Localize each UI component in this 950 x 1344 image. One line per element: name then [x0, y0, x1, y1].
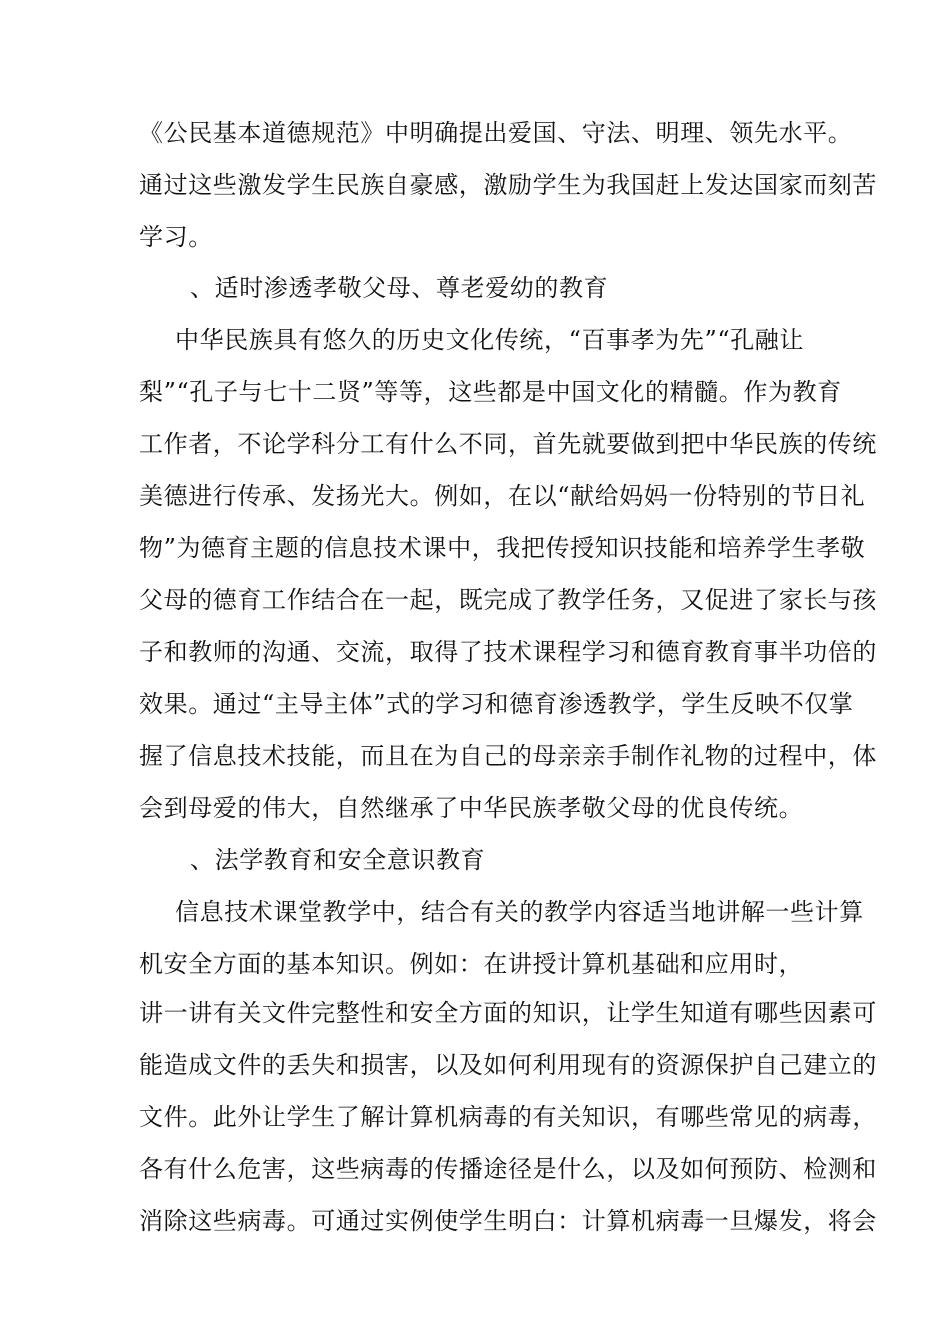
- paragraph-line: 各有什么危害，这些病毒的传播途径是什么，以及如何预防、检测和: [139, 1155, 877, 1183]
- paragraph-line: 讲一讲有关文件完整性和安全方面的知识，让学生知道有哪些因素可: [139, 999, 877, 1027]
- section-heading: 、法学教育和安全意识教育: [190, 846, 486, 874]
- paragraph-line: 握了信息技术技能，而且在为自己的母亲亲手制作礼物的过程中，体: [139, 742, 877, 770]
- paragraph-line: 文件。此外让学生了解计算机病毒的有关知识，有哪些常见的病毒，: [139, 1103, 877, 1131]
- paragraph-line: 父母的德育工作结合在一起，既完成了教学任务，又促进了家长与孩: [139, 586, 877, 614]
- section-heading: 、适时渗透孝敬父母、尊老爱幼的教育: [190, 274, 609, 302]
- paragraph-line: 子和教师的沟通、交流，取得了技术课程学习和德育教育事半功倍的: [139, 638, 877, 666]
- paragraph-line: 消除这些病毒。可通过实例使学生明白：计算机病毒一旦爆发，将会: [139, 1207, 877, 1235]
- paragraph-line: 工作者，不论学科分工有什么不同，首先就要做到把中华民族的传统: [139, 430, 877, 458]
- paragraph-line: 信息技术课堂教学中，结合有关的教学内容适当地讲解一些计算: [175, 898, 864, 926]
- paragraph-line: 梨”“孔子与七十二贤”等等，这些都是中国文化的精髓。作为教育: [139, 378, 842, 406]
- paragraph-line: 学习。: [139, 223, 213, 251]
- paragraph-line: 会到母爱的伟大，自然继承了中华民族孝敬父母的优良传统。: [139, 794, 804, 822]
- paragraph-line: 物”为德育主题的信息技术课中，我把传授知识技能和培养学生孝敬: [139, 534, 866, 562]
- paragraph-line: 《公民基本道德规范》中明确提出爱国、守法、明理、领先水平。: [139, 119, 853, 147]
- paragraph-line: 效果。通过“主导主体”式的学习和德育渗透教学，学生反映不仅掌: [139, 690, 854, 718]
- paragraph-line: 中华民族具有悠久的历史文化传统，“百事孝为先”“孔融让: [175, 326, 805, 354]
- paragraph-line: 美德进行传承、发扬光大。例如，在以“献给妈妈一份特别的节日礼: [139, 482, 866, 510]
- paragraph-line: 机安全方面的基本知识。例如：在讲授计算机基础和应用时，: [139, 950, 804, 978]
- paragraph-line: 能造成文件的丢失和损害，以及如何利用现有的资源保护自己建立的: [139, 1051, 877, 1079]
- paragraph-line: 通过这些激发学生民族自豪感，激励学生为我国赶上发达国家而刻苦: [139, 171, 877, 199]
